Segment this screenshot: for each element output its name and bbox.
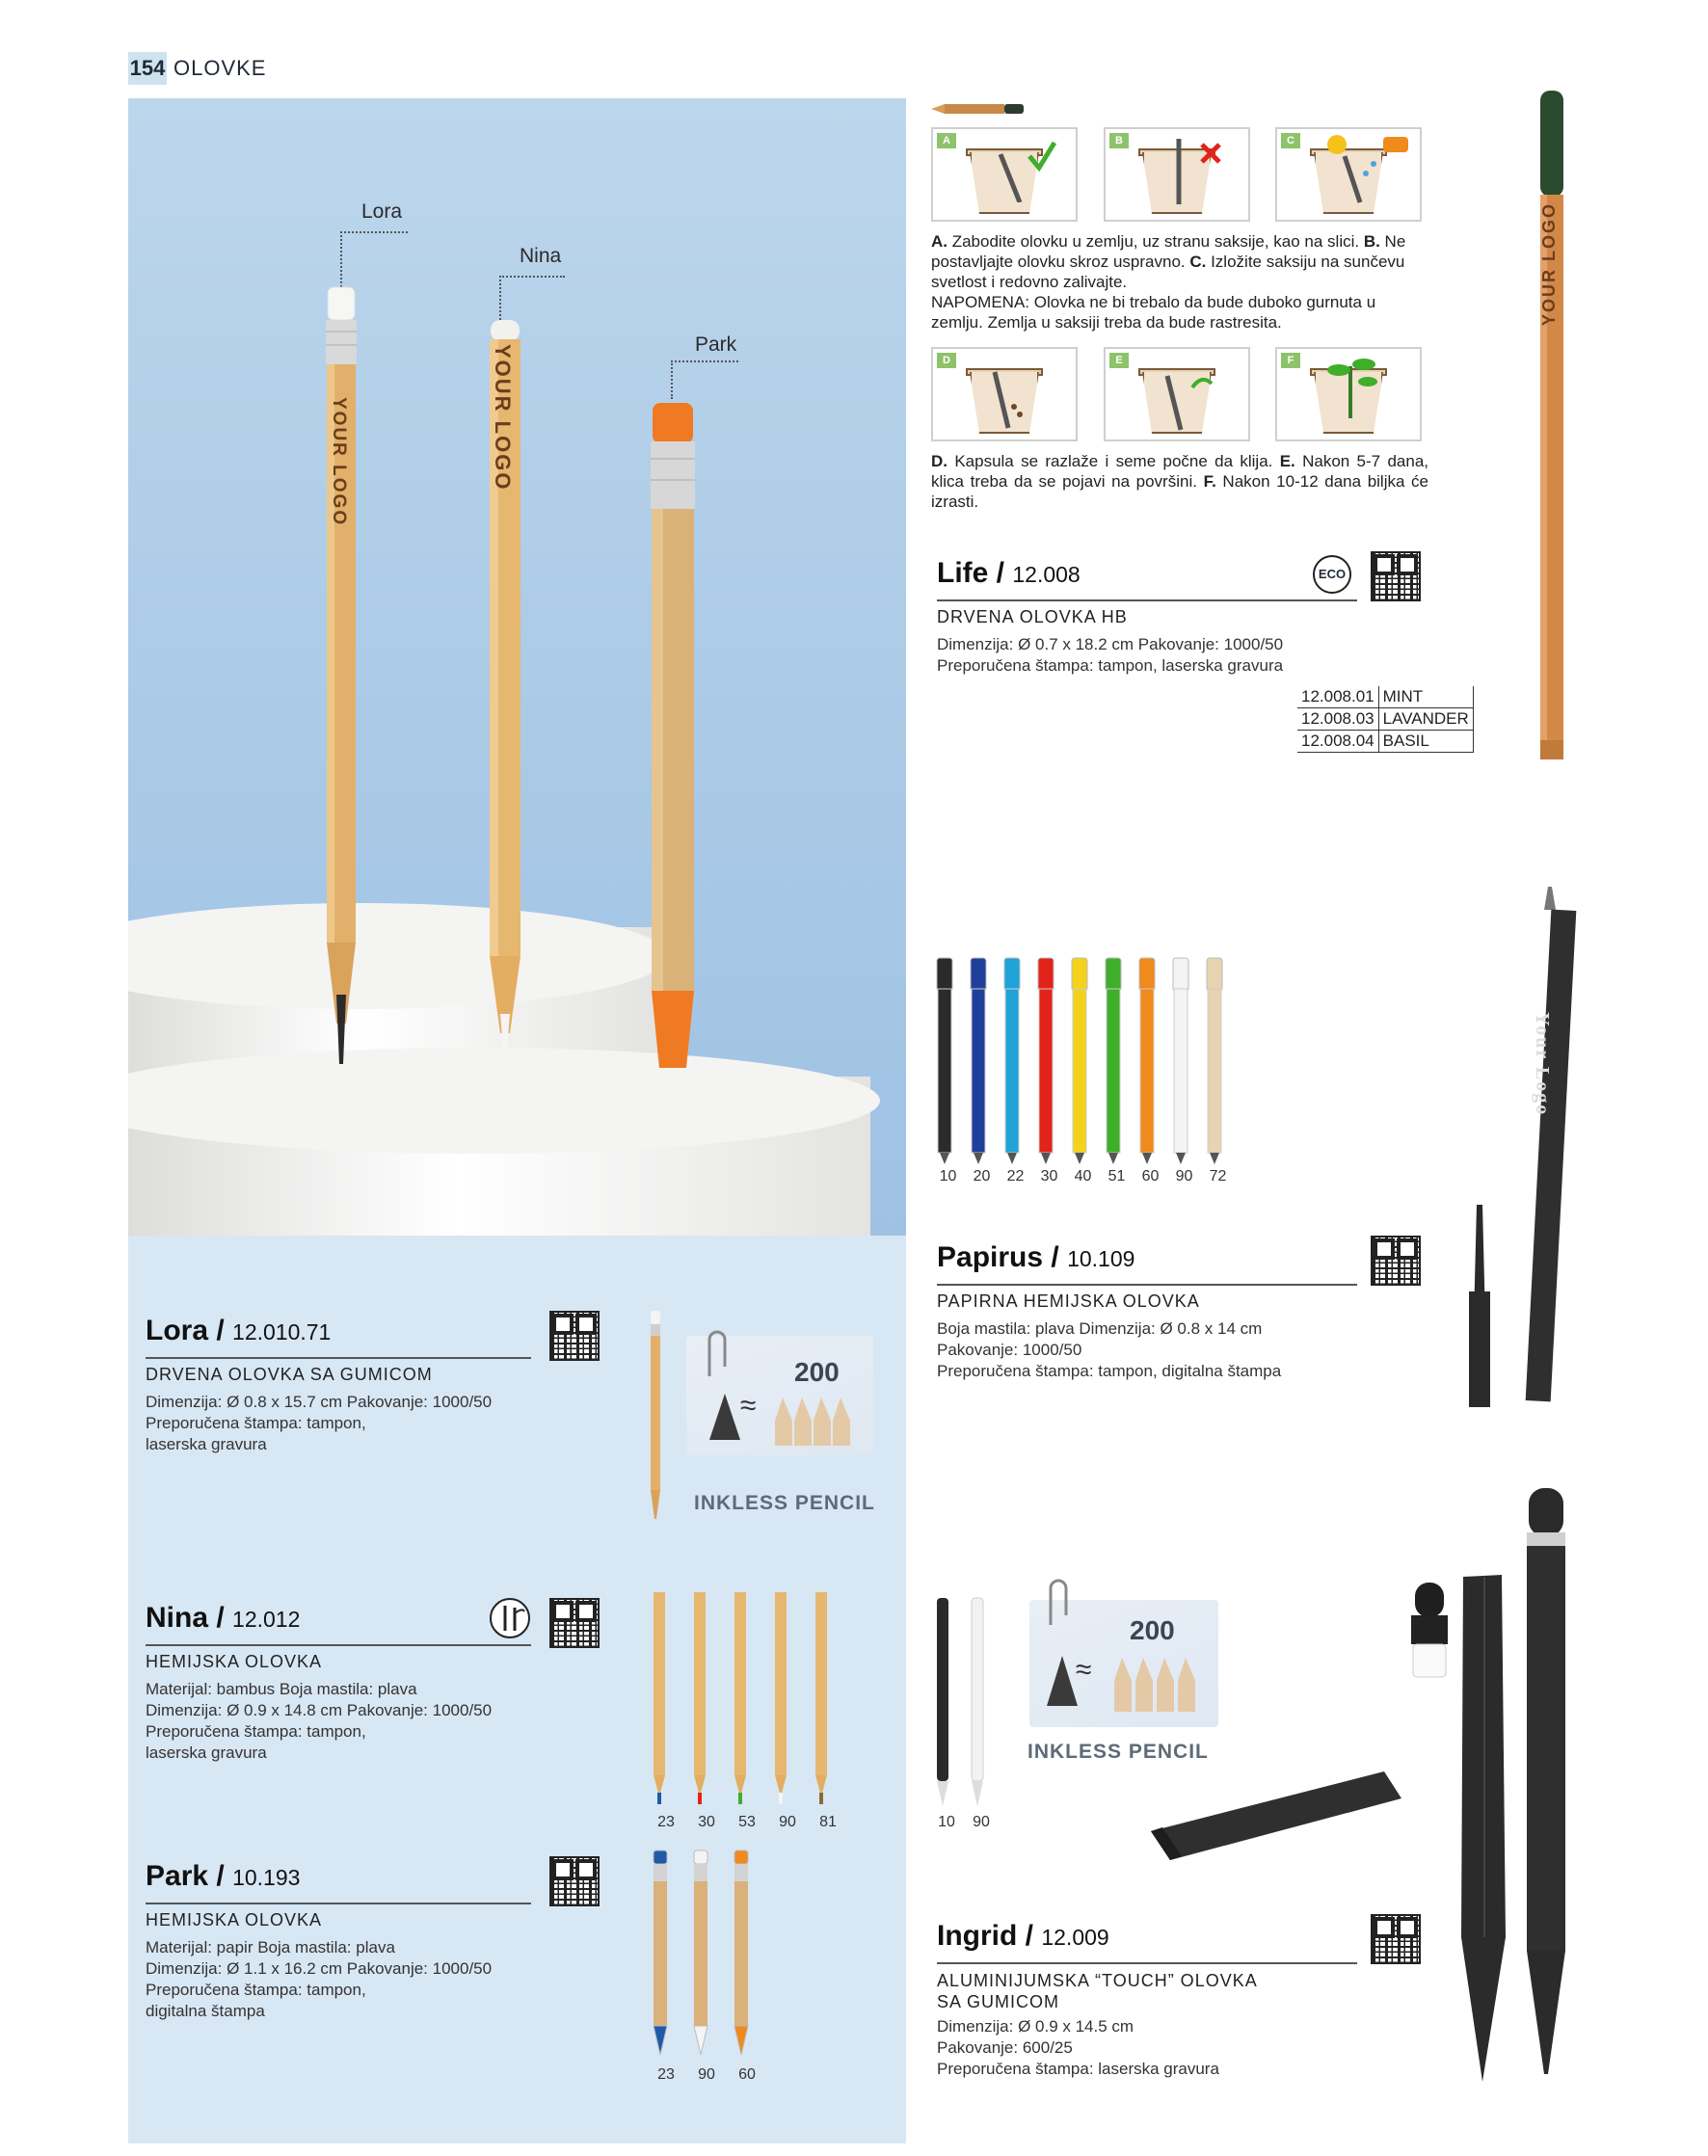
- lora-description: [146, 1392, 541, 1455]
- park-color-codes: [646, 2066, 767, 2084]
- ingrid-pouch-photo: [1143, 1764, 1413, 1870]
- callout-nina-line: [499, 276, 565, 278]
- callout-nina: Nina: [520, 245, 562, 267]
- papirus-pen-tip: [1041, 1153, 1051, 1164]
- papirus-desc-line: Boja mastila: plava Dimenzija: Ø 0.8 x 14 cm: [937, 1319, 1263, 1338]
- life-description: [937, 634, 1342, 677]
- nina-pen-body: [734, 1592, 746, 1775]
- ingrid-desc-line: Preporučena štampa: laserska gravura: [937, 2060, 1219, 2078]
- variant-row: [1297, 731, 1473, 753]
- ingrid-title: Ingrid / 12.009: [937, 1920, 1109, 1952]
- sprout-icon: [1154, 359, 1221, 436]
- park-qr-code[interactable]: [549, 1856, 600, 1906]
- papirus-pen-body: [1039, 989, 1053, 1153]
- park-title: Park / 10.193: [146, 1860, 301, 1892]
- approx-icon: ≈: [740, 1390, 757, 1422]
- papirus-pen-cap: [971, 958, 986, 991]
- nina-pens-photo: [648, 1590, 841, 1812]
- step-a-illustration: [931, 127, 1078, 222]
- nina-desc-line: Preporučena štampa: tampon,: [146, 1722, 366, 1741]
- callout-park-line: [671, 360, 738, 362]
- pencil-tip-icon: [706, 1394, 744, 1442]
- ingrid-inkless-label: INKLESS PENCIL: [1027, 1741, 1209, 1763]
- nina-desc-line: Materijal: bambus Boja mastila: plava: [146, 1680, 417, 1698]
- nina-pen-body: [694, 1592, 706, 1775]
- instructions-bottom-text: [931, 451, 1428, 512]
- ingrid-desc-line: Pakovanje: 600/25: [937, 2038, 1073, 2057]
- papirus-pen-cap: [1173, 958, 1188, 991]
- lora-title: Lora / 12.010.71: [146, 1315, 332, 1346]
- nina-pen-tip: [738, 1793, 742, 1804]
- lora-rule: [146, 1357, 531, 1359]
- variant-name: LAVANDER: [1378, 708, 1473, 731]
- park-pen-ferrule: [734, 1864, 748, 1881]
- papirus-description: [937, 1318, 1342, 1382]
- step-d-text: Kapsula se razlaže i seme počne da klija.: [947, 452, 1280, 470]
- ingrid-desc-line: Dimenzija: Ø 0.9 x 14.5 cm: [937, 2017, 1134, 2036]
- step-f-text: Nakon 10-12 dana biljka će izrasti.: [931, 472, 1429, 511]
- papirus-pens-photo: [931, 954, 1240, 1166]
- papirus-qr-code[interactable]: [1371, 1236, 1421, 1286]
- park-description: [146, 1937, 541, 2022]
- papirus-pen-cap: [1139, 958, 1155, 991]
- step-f-key: F.: [1203, 472, 1216, 491]
- color-code: 53: [738, 1814, 756, 1830]
- lora-inkless-label: INKLESS PENCIL: [694, 1492, 875, 1514]
- color-code: 90: [779, 1814, 796, 1830]
- ingrid-subtitle-line: ALUMINIJUMSKA “TOUCH” OLOVKA: [937, 1971, 1258, 1990]
- park-code: 10.193: [232, 1865, 301, 1890]
- lora-qr-code[interactable]: [549, 1311, 600, 1361]
- nina-desc-line: laserska gravura: [146, 1743, 267, 1762]
- cross-icon: [1163, 135, 1231, 212]
- papirus-rule: [937, 1284, 1357, 1286]
- nina-description: [146, 1679, 541, 1764]
- papirus-pen-tip: [1210, 1153, 1219, 1164]
- bamboo-icon: [492, 1600, 528, 1637]
- park-desc-line: Preporučena štampa: tampon,: [146, 1981, 366, 1999]
- papirus-desc-line: Preporučena štampa: tampon, digitalna štampa: [937, 1362, 1282, 1380]
- color-code: 40: [1074, 1168, 1092, 1184]
- inkless-number: 200: [794, 1357, 840, 1387]
- capsule-icon: [981, 368, 1039, 436]
- park-subtitle: HEMIJSKA OLOVKA: [146, 1910, 323, 1930]
- color-code: 30: [698, 1814, 715, 1830]
- lora-small-pencil: [646, 1311, 665, 1523]
- life-pencil-photo: [1533, 89, 1571, 763]
- callout-lora: Lora: [361, 200, 403, 223]
- papirus-pen-tip: [1007, 1153, 1017, 1164]
- park-pen-ferrule: [654, 1864, 667, 1881]
- plant-icon: [1316, 351, 1402, 438]
- paperclip-icon: [1037, 1577, 1076, 1635]
- hero-product-photo: [128, 98, 906, 1236]
- step-f-illustration: [1275, 347, 1422, 441]
- ingrid-rule: [937, 1962, 1357, 1964]
- section-title: OLOVKE: [173, 56, 267, 80]
- nina-desc-line: Dimenzija: Ø 0.9 x 14.8 cm Pakovanje: 1000/50: [146, 1701, 493, 1719]
- color-code: 90: [973, 1814, 990, 1830]
- color-code: 23: [657, 2066, 675, 2083]
- life-code: 12.008: [1012, 562, 1081, 587]
- life-name: Life: [937, 557, 989, 589]
- ingrid-subtitle-line: SA GUMICOM: [937, 1992, 1060, 2011]
- bamboo-badge-icon: [490, 1598, 530, 1638]
- papirus-pen-body: [1208, 989, 1221, 1153]
- life-qr-code[interactable]: [1371, 551, 1421, 601]
- nina-qr-code[interactable]: [549, 1598, 600, 1648]
- step-b-illustration: [1104, 127, 1250, 222]
- color-code: 60: [738, 2066, 756, 2083]
- step-a-key: A.: [931, 232, 947, 251]
- park-pen-body: [694, 1881, 707, 2026]
- papirus-pen-cap: [1207, 958, 1222, 991]
- papirus-pen-logo: Your Logo: [1532, 1012, 1553, 1117]
- papirus-pen-cap: [1072, 958, 1087, 991]
- hero-park-pencil: [644, 403, 702, 1087]
- step-d-key: D.: [931, 452, 947, 470]
- step-e-key: E.: [1279, 452, 1295, 470]
- callout-lora-vline: [340, 231, 342, 287]
- instructions-note: NAPOMENA: Olovka ne bi trebalo da bude duboko gurnuta u zemlju. Zemlja u saksiji treba da bude rastresita.: [931, 293, 1376, 332]
- step-d-tag: D: [937, 353, 956, 368]
- step-f-tag: F: [1281, 353, 1300, 368]
- park-pen-tip: [694, 2026, 707, 2055]
- eco-badge-icon: ECO: [1313, 555, 1351, 594]
- color-code: 81: [819, 1814, 837, 1830]
- nina-pen-body: [775, 1592, 787, 1775]
- color-code: 10: [938, 1814, 955, 1830]
- park-pen-tip: [734, 2026, 748, 2055]
- pencils-group-icon: [775, 1397, 862, 1446]
- ingrid-description: [937, 2016, 1342, 2080]
- papirus-pen-tip: [1108, 1153, 1118, 1164]
- papirus-title: Papirus / 10.109: [937, 1241, 1135, 1273]
- color-code: 30: [1040, 1168, 1058, 1184]
- lora-desc-line: laserska gravura: [146, 1435, 267, 1453]
- approx-icon: ≈: [1076, 1654, 1092, 1686]
- variant-code: 12.008.04: [1297, 731, 1378, 753]
- ingrid-pencil-closed-photo: [1519, 1484, 1577, 2082]
- paperclip-icon: [696, 1328, 734, 1386]
- life-desc-line: Dimenzija: Ø 0.7 x 18.2 cm Pakovanje: 1000/50: [937, 635, 1284, 653]
- pencil-tip-icon: [1043, 1656, 1081, 1710]
- step-c-illustration: [1275, 127, 1422, 222]
- variant-name: BASIL: [1378, 731, 1473, 753]
- check-icon: [991, 135, 1058, 202]
- papirus-pen-body: [1005, 989, 1019, 1153]
- step-b-key: B.: [1363, 232, 1380, 251]
- callout-nina-vline: [499, 276, 501, 320]
- variant-name: MINT: [1378, 686, 1473, 708]
- life-subtitle: DRVENA OLOVKA HB: [937, 607, 1128, 626]
- papirus-pen-cap: [1004, 958, 1020, 991]
- papirus-color-codes: [931, 1168, 1235, 1185]
- papirus-pen-body: [1140, 989, 1154, 1153]
- color-code: 10: [939, 1168, 957, 1184]
- ingrid-subtitle: [937, 1970, 1258, 2012]
- park-pen-eraser: [654, 1850, 667, 1864]
- park-pen-eraser: [734, 1850, 748, 1864]
- nina-rule: [146, 1644, 531, 1646]
- papirus-pen-tip: [1176, 1153, 1186, 1164]
- park-desc-line: digitalna štampa: [146, 2002, 265, 2020]
- variant-code: 12.008.01: [1297, 686, 1378, 708]
- color-code: 23: [657, 1814, 675, 1830]
- color-code: 22: [1006, 1168, 1025, 1184]
- park-pen-ferrule: [694, 1864, 707, 1881]
- park-rule: [146, 1903, 531, 1904]
- step-a-text: Zabodite olovku u zemlju, uz stranu saksije, kao na slici.: [947, 232, 1360, 251]
- ingrid-small-pencils: [931, 1592, 999, 1814]
- step-c-text: Izložite saksiju na sunčevu svetlost i redovno zalivajte.: [931, 253, 1405, 291]
- sun-and-watering-can-icon: [1316, 131, 1422, 208]
- lora-name: Lora: [146, 1315, 209, 1346]
- variant-row: [1297, 686, 1473, 708]
- park-pens-photo: [648, 1849, 763, 2061]
- nina-name: Nina: [146, 1602, 209, 1634]
- park-name: Park: [146, 1860, 209, 1892]
- papirus-pen-body: [938, 989, 951, 1153]
- papirus-pen-tip: [974, 1153, 983, 1164]
- papirus-pen-cap: [1106, 958, 1121, 991]
- papirus-pen-photo: [1455, 887, 1600, 1407]
- papirus-pen-body: [1073, 989, 1086, 1153]
- inkless-number: 200: [1130, 1615, 1175, 1645]
- step-e-tag: E: [1109, 353, 1129, 368]
- lora-subtitle: DRVENA OLOVKA SA GUMICOM: [146, 1365, 433, 1384]
- ingrid-color-codes: [929, 1814, 999, 1831]
- color-code: 72: [1209, 1168, 1227, 1184]
- nina-color-codes: [646, 1814, 848, 1831]
- papirus-desc-line: Pakovanje: 1000/50: [937, 1341, 1082, 1359]
- nina-pen-body: [815, 1592, 827, 1775]
- page-number: 154: [128, 52, 167, 85]
- papirus-pen-cap: [937, 958, 952, 991]
- life-pencil-logo: YOUR LOGO: [1539, 202, 1559, 327]
- park-pen-body: [734, 1881, 748, 2026]
- life-rule: [937, 599, 1357, 601]
- papirus-pen-body: [1107, 989, 1120, 1153]
- park-pen-tip: [654, 2026, 667, 2055]
- ingrid-qr-code[interactable]: [1371, 1914, 1421, 1964]
- color-code: 60: [1141, 1168, 1160, 1184]
- variant-row: [1297, 708, 1473, 731]
- ingrid-code: 12.009: [1041, 1925, 1109, 1950]
- color-code: 51: [1108, 1168, 1126, 1184]
- callout-park-vline: [671, 360, 673, 399]
- life-desc-line: Preporučena štampa: tampon, laserska gravura: [937, 656, 1284, 675]
- park-pen-body: [654, 1881, 667, 2026]
- color-code: 90: [698, 2066, 715, 2083]
- papirus-pen-body: [972, 989, 985, 1153]
- ingrid-pencil-open-photo: [1455, 1571, 1513, 2111]
- ingrid-touch-tip-photo: [1401, 1577, 1459, 1683]
- lora-desc-line: Preporučena štampa: tampon,: [146, 1414, 366, 1432]
- variant-code: 12.008.03: [1297, 708, 1378, 731]
- life-small-pencil: [931, 102, 1027, 116]
- life-variants-table: [1297, 686, 1474, 753]
- papirus-pen-cap: [1038, 958, 1054, 991]
- step-d-illustration: [931, 347, 1078, 441]
- step-a-tag: A: [937, 133, 956, 148]
- nina-pen-tip: [779, 1793, 783, 1804]
- life-title: Life / 12.008: [937, 557, 1081, 589]
- papirus-subtitle: PAPIRNA HEMIJSKA OLOVKA: [937, 1291, 1200, 1311]
- step-c-tag: C: [1281, 133, 1300, 148]
- nina-pen-body: [654, 1592, 665, 1775]
- nina-logo-text: YOUR LOGO: [491, 344, 515, 492]
- park-pen-eraser: [694, 1850, 707, 1864]
- lora-desc-line: Dimenzija: Ø 0.8 x 15.7 cm Pakovanje: 1000/50: [146, 1393, 493, 1411]
- nina-pen-tip: [698, 1793, 702, 1804]
- ingrid-name: Ingrid: [937, 1920, 1018, 1952]
- papirus-pen-body: [1174, 989, 1188, 1153]
- color-code: 20: [973, 1168, 991, 1184]
- lora-logo-text: YOUR LOGO: [329, 397, 349, 527]
- papirus-code: 10.109: [1067, 1246, 1135, 1271]
- papirus-pen-tip: [1142, 1153, 1152, 1164]
- lora-code: 12.010.71: [232, 1319, 332, 1344]
- papirus-pen-tip: [940, 1153, 949, 1164]
- callout-lora-line: [340, 231, 408, 233]
- nina-pen-tip: [819, 1793, 823, 1804]
- park-desc-line: Materijal: papir Boja mastila: plava: [146, 1938, 395, 1956]
- color-code: 90: [1175, 1168, 1193, 1184]
- papirus-pen-tip: [1075, 1153, 1084, 1164]
- callout-park: Park: [695, 333, 737, 356]
- pencils-group-icon: [1114, 1658, 1207, 1712]
- step-b-tag: B: [1109, 133, 1129, 148]
- papirus-name: Papirus: [937, 1241, 1044, 1273]
- nina-subtitle: HEMIJSKA OLOVKA: [146, 1652, 323, 1671]
- nina-pen-tip: [657, 1793, 661, 1804]
- nina-title: Nina / 12.012: [146, 1602, 301, 1634]
- step-c-key: C.: [1189, 253, 1207, 271]
- park-desc-line: Dimenzija: Ø 1.1 x 16.2 cm Pakovanje: 1000/50: [146, 1959, 493, 1978]
- nina-code: 12.012: [232, 1607, 301, 1632]
- step-b-text: Ne postavljajte olovku skroz uspravno.: [931, 232, 1406, 271]
- step-e-illustration: [1104, 347, 1250, 441]
- instructions-top-text: [931, 231, 1428, 333]
- step-e-text: Nakon 5-7 dana, klica treba da se pojavi na površini.: [931, 452, 1428, 491]
